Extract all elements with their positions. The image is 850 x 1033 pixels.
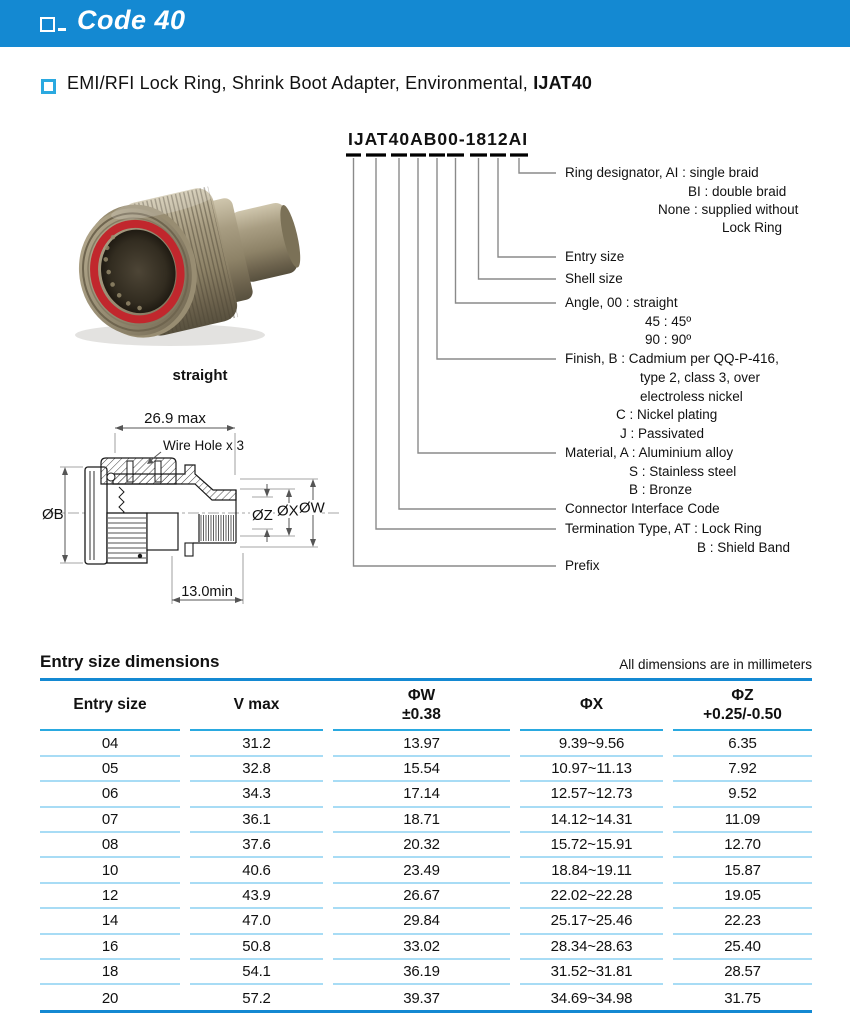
callout-lines [354,158,557,566]
table-cell: 39.37 [403,989,440,1007]
table-row [40,808,812,833]
table-cell: 36.19 [333,960,510,985]
table-cell: 19.05 [673,884,812,909]
table-row [40,884,812,909]
table-cell: 9.52 [673,782,812,807]
table-cell: 25.17~25.46 [520,909,663,934]
subtitle-text: EMI/RFI Lock Ring, Shrink Boot Adapter, Environmental, [67,73,534,93]
table-cell: 18 [40,960,180,985]
table-cell: 33.02 [333,935,510,960]
wire-hole-label: Wire Hole x 3 [163,438,245,453]
table-cell: 11.09 [673,808,812,833]
breakdown-label-angle: Angle, 00 : straight [565,295,678,310]
table-cell: 23.49 [333,858,510,883]
table-header-cell: ΦX [520,681,663,731]
dim-w-label: ØW [299,499,325,517]
page-title: Code 40 [77,5,186,35]
breakdown-label-line: 45 : 45º [645,314,692,329]
table-cell: 18.84~19.11 [520,858,663,883]
table-cell: 10.97~11.13 [520,757,663,782]
table-row [40,732,812,757]
table-row [40,909,812,934]
breakdown-label-line: BI : double braid [688,184,787,199]
dim-x-label: ØX [277,502,299,520]
table-cell: 14 [40,909,180,934]
table-cell: 50.8 [190,935,323,960]
breakdown-label-line: B : Bronze [629,482,693,497]
breakdown-label-line: J : Passivated [620,426,705,441]
table-row [40,935,812,960]
table-row [40,985,812,1010]
part-number: IJAT40AB00-1812AI [348,129,529,149]
dim-length-label: 26.9 max [144,410,206,427]
table-cell: 15.87 [673,858,812,883]
table-header-cell: V max [190,681,323,731]
breakdown-label-material: Material, A : Aluminium alloy [565,445,734,460]
dim-z-label: ØZ [252,507,273,524]
table-cell: 26.67 [333,884,510,909]
banner-square-icon [40,17,55,32]
dim-b-label: ØB [42,506,64,523]
table-cell: 07 [40,808,180,833]
breakdown-label-line: type 2, class 3, over [640,370,761,385]
subtitle [67,73,592,94]
photo-caption: straight [172,367,228,384]
table-row [40,833,812,858]
table-row [40,757,812,782]
table-cell: 28.34~28.63 [520,935,663,960]
table-bottom-rule [40,1010,812,1013]
table-cell: 15.54 [333,757,510,782]
breakdown-label-line: electroless nickel [640,389,743,404]
breakdown-label-prefix: Prefix [565,558,600,573]
subtitle-square-icon [41,79,56,94]
table-cell: 25.40 [673,935,812,960]
breakdown-label-termination: Termination Type, AT : Lock Ring [565,521,762,536]
table-cell: 06 [40,782,180,807]
product-photo [50,152,312,355]
table-cell: 12.57~12.73 [520,782,663,807]
table-units-note: All dimensions are in millimeters [619,657,812,672]
breakdown-label-line: 90 : 90º [645,332,692,347]
connector-body [65,166,312,350]
table-cell: 28.57 [673,960,812,985]
table-cell: 12 [40,884,180,909]
table-row [40,782,812,807]
table-cell: 37.6 [190,833,323,858]
table-cell: 22.23 [673,909,812,934]
table-cell: 17.14 [333,782,510,807]
table-cell: 16 [40,935,180,960]
table-cell: 05 [40,757,180,782]
subtitle-model: IJAT40 [533,73,593,93]
table-cell: 29.84 [333,909,510,934]
table-cell: 54.1 [190,960,323,985]
table-cell: 31.52~31.81 [520,960,663,985]
table-cell: 08 [40,833,180,858]
table-cell: 31.75 [724,989,761,1007]
entry-table-head [40,681,812,731]
table-header-cell: Entry size [40,681,180,731]
technical-drawing [35,398,345,613]
breakdown-label-line: None : supplied without [658,202,799,217]
thread-lines [201,515,234,541]
table-cell: 12.70 [673,833,812,858]
breakdown-label-interface-code: Connector Interface Code [565,501,720,516]
table-cell: 9.39~9.56 [520,732,663,757]
breakdown-label-line: C : Nickel plating [616,407,718,422]
breakdown-label-line: S : Stainless steel [629,464,737,479]
table-cell: 15.72~15.91 [520,833,663,858]
breakdown-label-line: Lock Ring [722,220,783,235]
table-cell: 47.0 [190,909,323,934]
table-cell: 6.35 [673,732,812,757]
breakdown-label-finish: Finish, B : Cadmium per QQ-P-416, [565,351,779,366]
table-cell: 13.97 [333,732,510,757]
dim-min-length-label: 13.0min [181,584,233,600]
table-row [40,960,812,985]
table-cell: 32.8 [190,757,323,782]
table-cell: 57.2 [242,989,271,1007]
page-header-banner [0,0,850,47]
table-cell: 18.71 [333,808,510,833]
breakdown-label-shell-size: Shell size [565,271,623,286]
breakdown-label-entry-size: Entry size [565,249,625,264]
table-cell: 43.9 [190,884,323,909]
table-cell: 20 [101,989,119,1007]
table-header-cell: ΦZ +0.25/-0.50 [673,681,812,731]
breakdown-label-ring-designator: Ring designator, AI : single braid [565,165,759,180]
table-cell: 36.1 [190,808,323,833]
table-title: Entry size dimensions [40,652,220,671]
table-header-cell: ΦW ±0.38 [333,681,510,731]
table-cell: 22.02~22.28 [520,884,663,909]
table-row [40,858,812,883]
table-cell: 20.32 [333,833,510,858]
table-cell: 7.92 [673,757,812,782]
table-cell: 04 [40,732,180,757]
breakdown-label-line: B : Shield Band [697,540,791,555]
table-cell: 14.12~14.31 [520,808,663,833]
table-cell: 40.6 [190,858,323,883]
table-cell: 31.2 [190,732,323,757]
table-cell: 34.3 [190,782,323,807]
table-cell: 10 [40,858,180,883]
entry-table-body [40,732,812,1011]
table-cell: 34.69~34.98 [550,989,633,1007]
banner-underscore-icon [58,28,66,31]
